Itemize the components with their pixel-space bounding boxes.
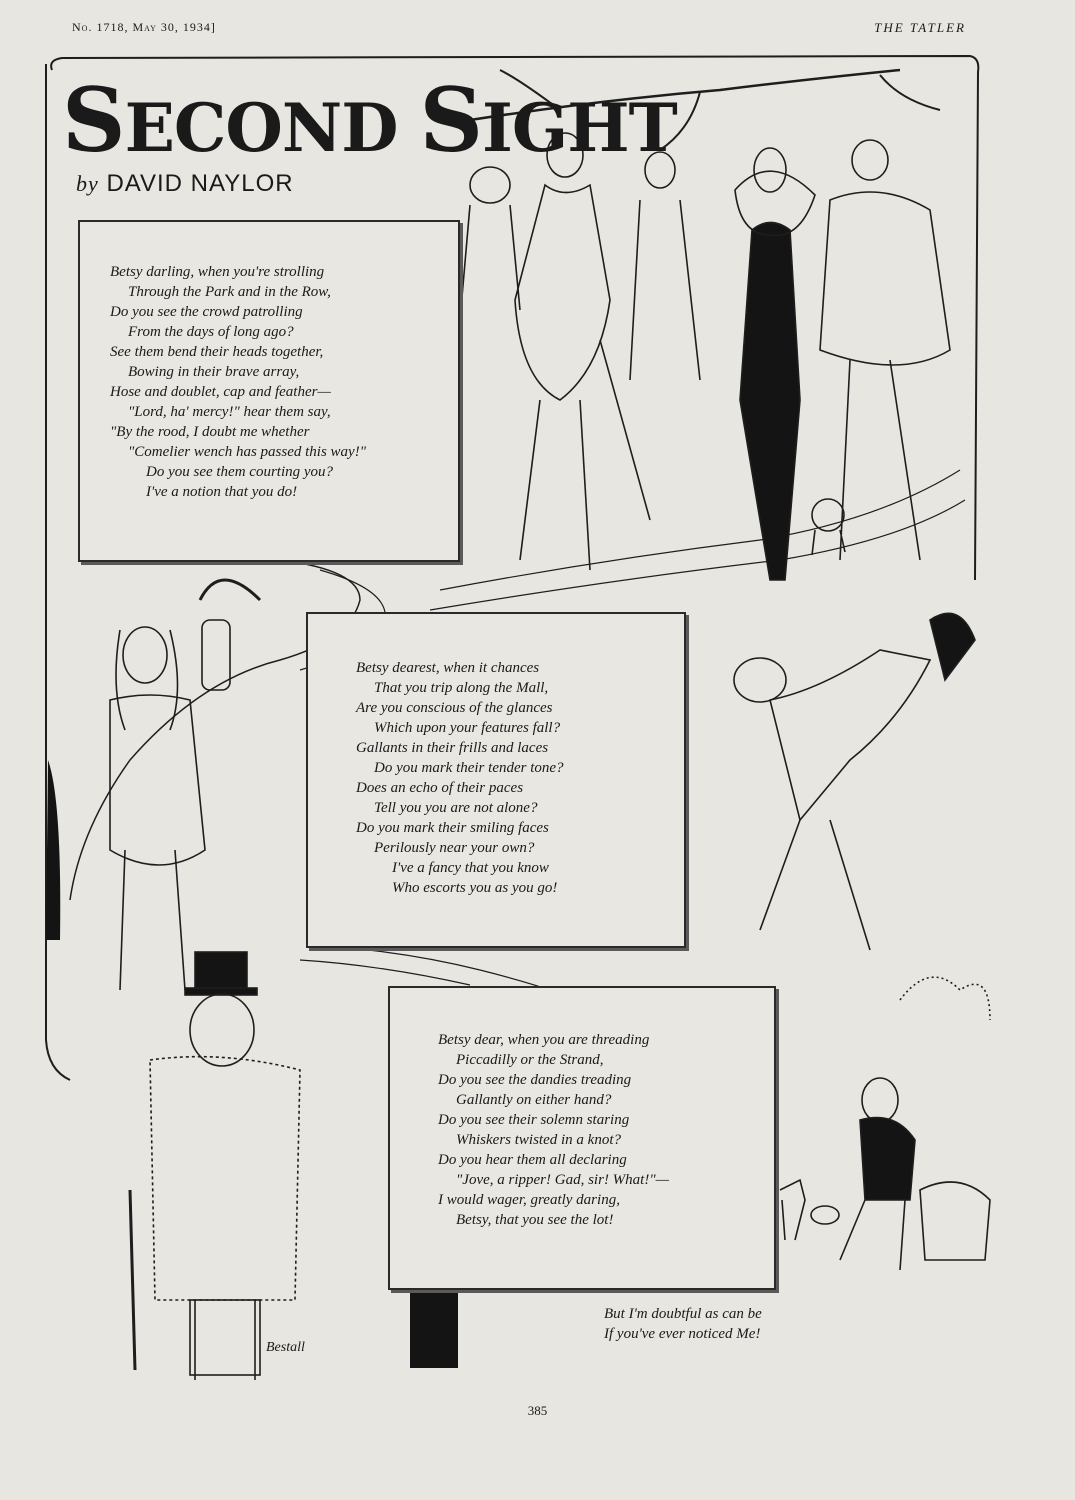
verse-line: Which upon your features fall?: [374, 720, 561, 736]
closing-line: But I'm doubtful as can be: [604, 1306, 762, 1322]
title-word-1: ECOND: [124, 89, 398, 167]
magazine-name: THE TATLER: [874, 20, 966, 35]
verse-line: Does an echo of their paces: [356, 780, 524, 796]
figures-group-top: [460, 133, 950, 580]
author-name: DAVID NAYLOR: [106, 170, 294, 197]
verse-line: Are you conscious of the glances: [356, 700, 553, 716]
verse-line: I've a fancy that you know: [392, 860, 549, 876]
small-dog: [812, 499, 844, 531]
verse-line: Do you see the dandies treading: [438, 1072, 632, 1088]
verse-line: Betsy, that you see the lot!: [456, 1212, 614, 1228]
title-initial-1: S: [62, 68, 125, 172]
top-hat: [195, 952, 247, 990]
plumed-hat: [930, 613, 975, 680]
page-number: 385: [527, 1403, 548, 1418]
verse-line: From the days of long ago?: [128, 324, 294, 340]
dark-accent-bottom: [410, 1288, 458, 1368]
verse-line: Do you mark their smiling faces: [356, 820, 549, 836]
black-jacket: [860, 1118, 915, 1201]
verse-line: Do you hear them all declaring: [438, 1152, 627, 1168]
verse-line: Perilously near your own?: [374, 840, 535, 856]
bowing-gentleman: [734, 613, 975, 950]
verse-line: Tell you you are not alone?: [374, 800, 538, 816]
verse-line: Bowing in their brave array,: [128, 364, 300, 380]
title-initial-2: S: [419, 68, 482, 172]
closing-couplet: [604, 1304, 762, 1344]
verse-1: [80, 222, 458, 502]
verse-line: Gallants in their frills and laces: [356, 740, 549, 756]
poem-title: [62, 68, 677, 172]
verse-line: That you trip along the Mall,: [374, 680, 549, 696]
verse-line: Through the Park and in the Row,: [128, 284, 331, 300]
artist-signature: Bestall: [266, 1340, 305, 1355]
verse-box-1: [78, 220, 460, 562]
verse-line: Who escorts you as you go!: [392, 880, 558, 896]
verse-line: Betsy dearest, when it chances: [356, 660, 540, 676]
verse-line: I've a notion that you do!: [146, 484, 298, 500]
verse-box-2: [306, 612, 686, 948]
verse-line: Hose and doublet, cap and feather—: [110, 384, 331, 400]
lady-black-dress: [740, 223, 800, 581]
verse-line: See them bend their heads together,: [110, 344, 324, 360]
old-gentleman: [130, 952, 300, 1380]
verse-line: "Jove, a ripper! Gad, sir! What!"—: [456, 1172, 669, 1188]
verse-line: Do you see them courting you?: [146, 464, 334, 480]
checked-trousers: [190, 1300, 260, 1375]
verse-line: Do you mark their tender tone?: [374, 760, 564, 776]
verse-line: Betsy dear, when you are threading: [438, 1032, 650, 1048]
byline: [76, 170, 294, 198]
closing-line: If you've ever noticed Me!: [604, 1326, 761, 1342]
verse-2: [308, 614, 684, 898]
verse-line: "Comelier wench has passed this way!": [128, 444, 366, 460]
byline-by: by: [76, 171, 99, 196]
verse-line: "By the rood, I doubt me whether: [110, 424, 310, 440]
verse-line: Do you see their solemn staring: [438, 1112, 630, 1128]
small-terrier: [780, 1180, 805, 1240]
dark-accent-left: [46, 760, 60, 940]
seated-gentleman: [780, 977, 990, 1270]
verse-box-3: [388, 986, 776, 1290]
verse-line: "Lord, ha' mercy!" hear them say,: [128, 404, 331, 420]
verse-line: Whiskers twisted in a knot?: [456, 1132, 621, 1148]
cavalier-figure: [110, 580, 260, 990]
title-word-2: IGHT: [482, 89, 677, 167]
verse-line: Do you see the crowd patrolling: [110, 304, 303, 320]
verse-3: [390, 988, 774, 1230]
issue-info: No. 1718, May 30, 1934]: [72, 20, 216, 34]
verse-line: Gallantly on either hand?: [456, 1092, 612, 1108]
verse-line: Betsy darling, when you're strolling: [110, 264, 325, 280]
verse-line: Piccadilly or the Strand,: [456, 1052, 604, 1068]
verse-line: I would wager, greatly daring,: [438, 1192, 620, 1208]
